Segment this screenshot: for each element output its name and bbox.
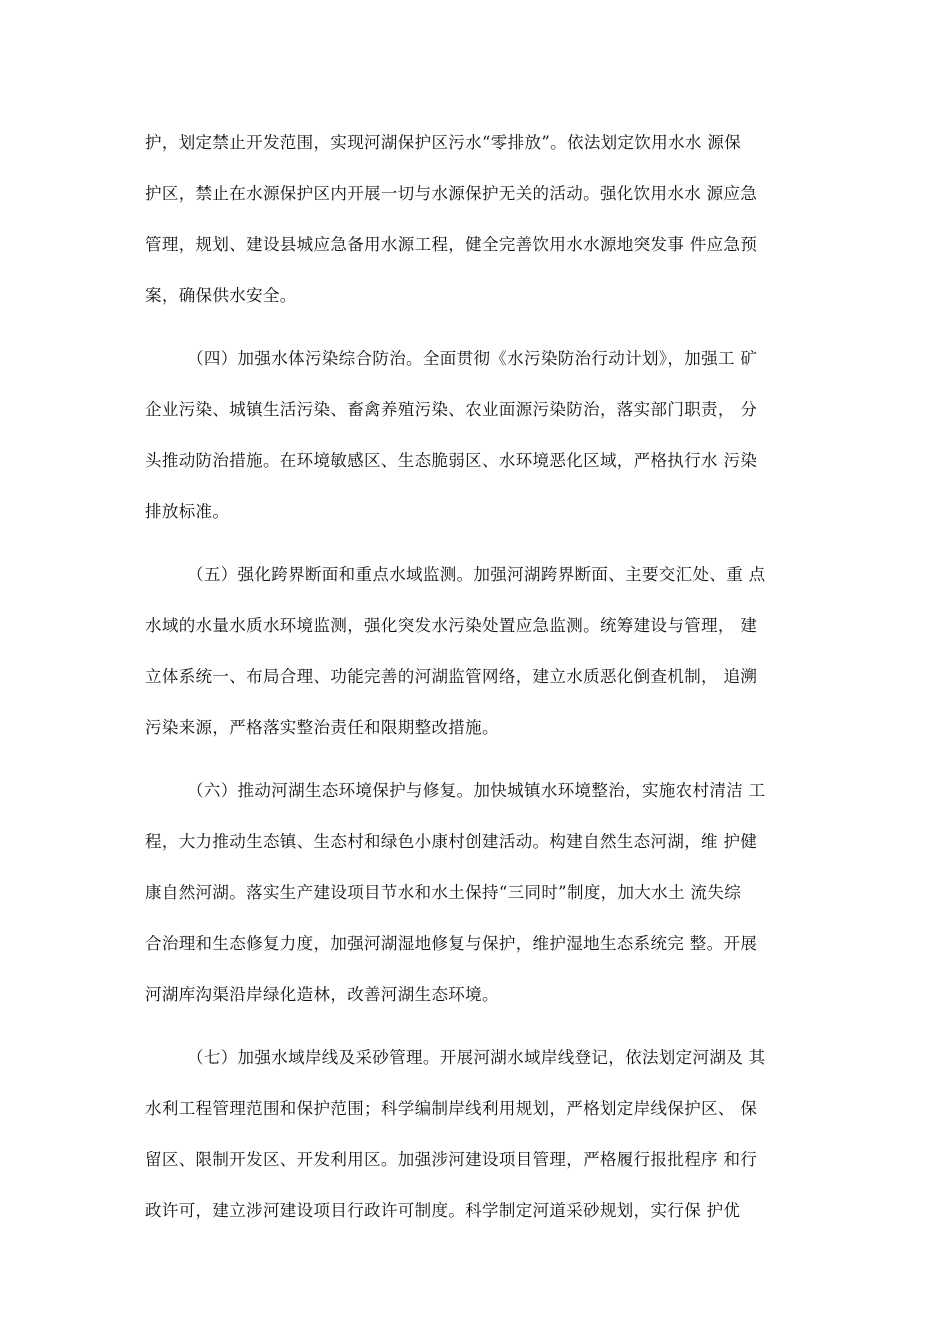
text-line: 程，大力推动生态镇、生态村和绿色小康村创建活动。构建自然生态河湖，维 护健 xyxy=(145,832,758,851)
text-line: 护，划定禁止开发范围，实现河湖保护区污水“零排放”。依法划定饮用水水 源保 xyxy=(145,133,742,152)
text-line: 头推动防治措施。在环境敏感区、生态脆弱区、水环境恶化区域，严格执行水 污染 xyxy=(145,451,758,470)
text-line: 立体系统一、布局合理、功能完善的河湖监管网络，建立水质恶化倒查机制， 追溯 xyxy=(145,667,758,686)
text-line: 河湖库沟渠沿岸绿化造林，改善河湖生态环境。 xyxy=(145,985,499,1004)
paragraph-heading-line: （四）加强水体污染综合防治。全面贯彻《水污染防治行动计划》，加强工 矿 xyxy=(187,349,758,368)
text-line: 案，确保供水安全。 xyxy=(145,286,297,305)
text-line: 留区、限制开发区、开发利用区。加强涉河建设项目管理，严格履行报批程序 和行 xyxy=(145,1150,758,1169)
text-line: 康自然河湖。落实生产建设项目节水和水土保持“三同时”制度，加大水土 流失综 xyxy=(145,883,742,902)
text-line: 水域的水量水质水环境监测，强化突发水污染处置应急监测。统筹建设与管理， 建 xyxy=(145,616,758,635)
paragraph-heading-line: （七）加强水域岸线及采砂管理。开展河湖水域岸线登记，依法划定河湖及 其 xyxy=(187,1048,766,1067)
text-line: 管理，规划、建设县城应急备用水源工程，健全完善饮用水水源地突发事 件应急预 xyxy=(145,235,758,254)
text-line: 护区，禁止在水源保护区内开展一切与水源保护无关的活动。强化饮用水水 源应急 xyxy=(145,184,758,203)
text-line: 合治理和生态修复力度，加强河湖湿地修复与保护，维护湿地生态系统完 整。开展 xyxy=(145,934,758,953)
text-line: 污染来源，严格落实整治责任和限期整改措施。 xyxy=(145,718,499,737)
text-line: 水利工程管理范围和保护范围；科学编制岸线利用规划，严格划定岸线保护区、 保 xyxy=(145,1099,758,1118)
paragraph-heading-line: （六）推动河湖生态环境保护与修复。加快城镇水环境整治，实施农村清洁 工 xyxy=(187,781,766,800)
body-text xyxy=(145,117,817,1236)
text-line: 排放标准。 xyxy=(145,502,230,521)
text-line: 政许可，建立涉河建设项目行政许可制度。科学制定河道采砂规划，实行保 护优 xyxy=(145,1201,741,1220)
text-line: 企业污染、城镇生活污染、畜禽养殖污染、农业面源污染防治，落实部门职责， 分 xyxy=(145,400,758,419)
paragraph-heading-line: （五）强化跨界断面和重点水域监测。加强河湖跨界断面、主要交汇处、重 点 xyxy=(187,565,766,584)
